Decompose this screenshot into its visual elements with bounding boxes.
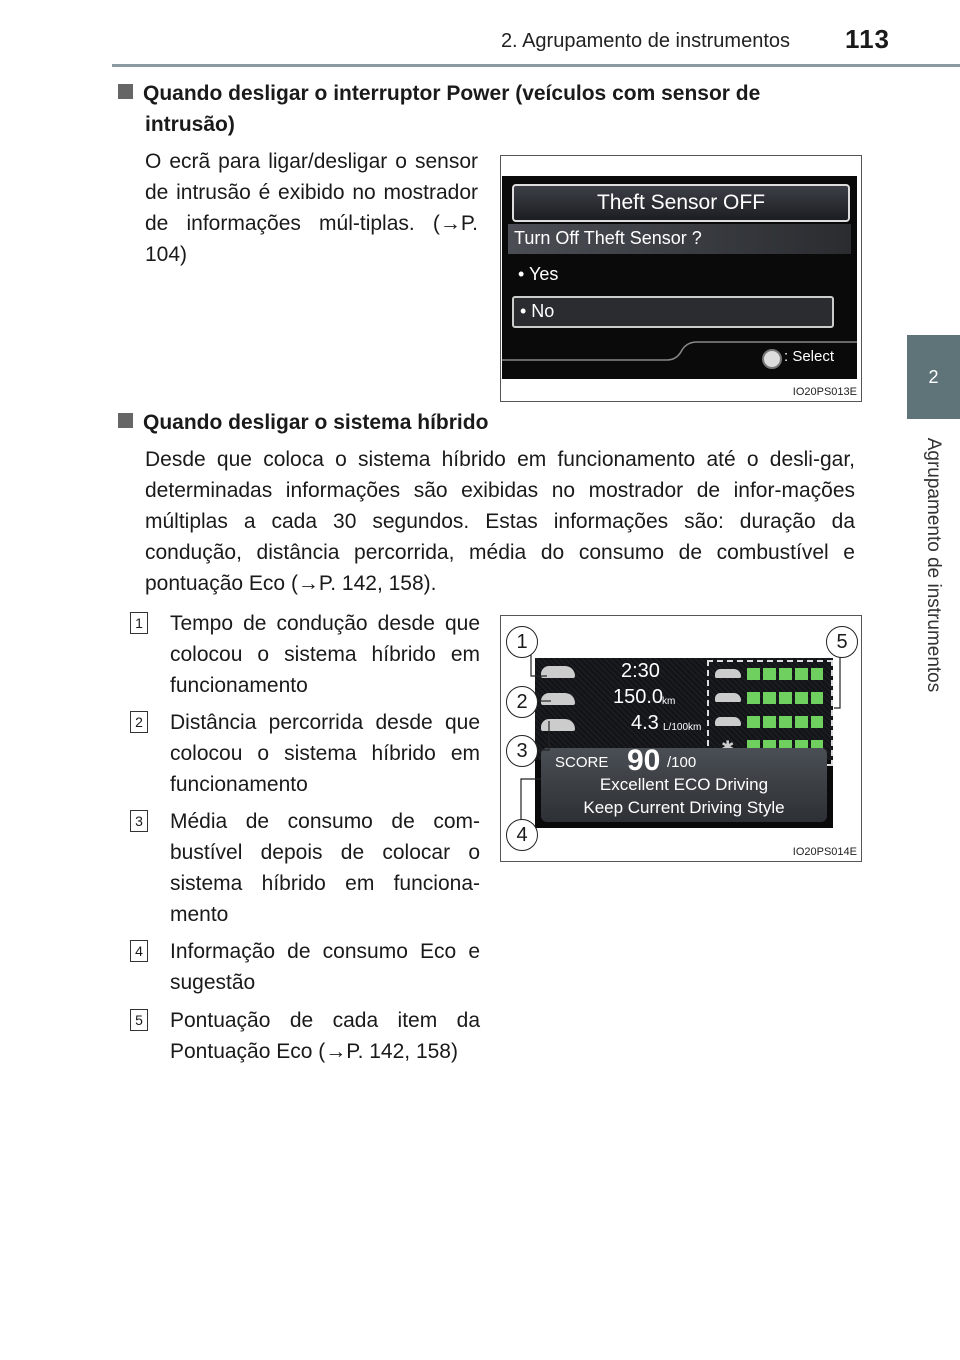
section1-heading-line2: intrusão)	[145, 113, 235, 136]
callout-4: 4	[506, 819, 538, 851]
list-text: Tempo de condução desde que colocou o sistema híbrido em funcionamento	[170, 612, 480, 697]
callout-5: 5	[826, 626, 858, 658]
option-no-box	[512, 296, 834, 328]
header-rule	[112, 64, 960, 67]
theft-sensor-title-box	[512, 184, 850, 222]
list-item	[130, 608, 480, 701]
question-text: Turn Off Theft Sensor ?	[514, 228, 702, 248]
section1-body: O ecrã para ligar/desligar o sensor de intrusão é exibido no mostrador de informações múl-tiplas. (→P. 104)	[145, 150, 478, 266]
chapter-tab: 2	[907, 335, 960, 419]
score-label: SCORE	[555, 754, 609, 771]
figure-eco-info	[500, 615, 862, 862]
list-text: Distância percorrida desde que colocou o sistema híbrido em funcionamento	[170, 711, 480, 796]
square-bullet-icon	[118, 84, 133, 99]
distance-value: 150.0	[613, 686, 664, 708]
question-bar	[508, 224, 851, 254]
list-item	[130, 1005, 480, 1067]
callout-lines	[501, 616, 861, 861]
list-text: Pontuação de cada item da Pontuação Eco (→P. 142, 158)	[170, 1009, 480, 1063]
distance-unit: km	[662, 696, 676, 707]
callout-3: 3	[506, 735, 538, 767]
message-line1: Excellent ECO Driving	[599, 775, 769, 794]
section-title: 2. Agrupamento de instrumentos	[500, 30, 790, 52]
consumption-value: 4.3	[631, 712, 659, 734]
list-number: 3	[130, 810, 148, 832]
message-line2: Keep Current Driving Style	[583, 798, 785, 817]
option-no: • No	[520, 301, 555, 321]
consumption-unit: L/100km	[663, 722, 702, 733]
list-item	[130, 707, 480, 800]
list-number: 5	[130, 1009, 148, 1031]
square-bullet-icon	[118, 413, 133, 428]
callout-1: 1	[506, 626, 538, 658]
score-max: /100	[667, 754, 697, 771]
option-yes: • Yes	[518, 264, 559, 284]
list-number: 1	[130, 612, 148, 634]
figure2-code: IO20PS014E	[792, 846, 857, 858]
dial-icon	[762, 349, 782, 369]
list-number: 2	[130, 711, 148, 733]
select-hint: : Select	[784, 348, 835, 365]
list-item	[130, 936, 480, 998]
theft-sensor-title: Theft Sensor OFF	[596, 191, 766, 214]
section2-heading-text: Quando desligar o sistema híbrido	[143, 411, 489, 434]
callout-2: 2	[506, 686, 538, 718]
time-value: 2:30	[621, 660, 660, 682]
list-text: Informação de consumo Eco e sugestão	[170, 940, 480, 994]
section2-heading	[118, 407, 858, 438]
list-item	[130, 806, 480, 930]
page-number: 113	[845, 24, 890, 54]
figure-theft-sensor	[500, 155, 862, 402]
list-text: Média de consumo de com-bustível depois de colocar o sistema híbrido em funciona-mento	[170, 810, 480, 926]
page-header	[0, 0, 960, 70]
section1-heading	[118, 78, 858, 140]
list-number: 4	[130, 940, 148, 962]
figure1-code: IO20PS013E	[792, 386, 857, 398]
section1-heading-line1: Quando desligar o interruptor Power (veículos com sensor de	[143, 82, 761, 105]
chapter-title: Agrupamento de instrumentos	[923, 437, 944, 693]
section2-body: Desde que coloca o sistema híbrido em funcionamento até o desli-gar, determinadas informações são exibidas no mostrador de infor-mações múltiplas a cada 30 segundos. Estas informações são: duração da condução, distância percorrida, média do consumo de combustível e pontuação Eco (→P. 142, 158).	[145, 448, 855, 595]
score-value: 90	[627, 744, 661, 777]
theft-sensor-screen	[502, 176, 857, 379]
